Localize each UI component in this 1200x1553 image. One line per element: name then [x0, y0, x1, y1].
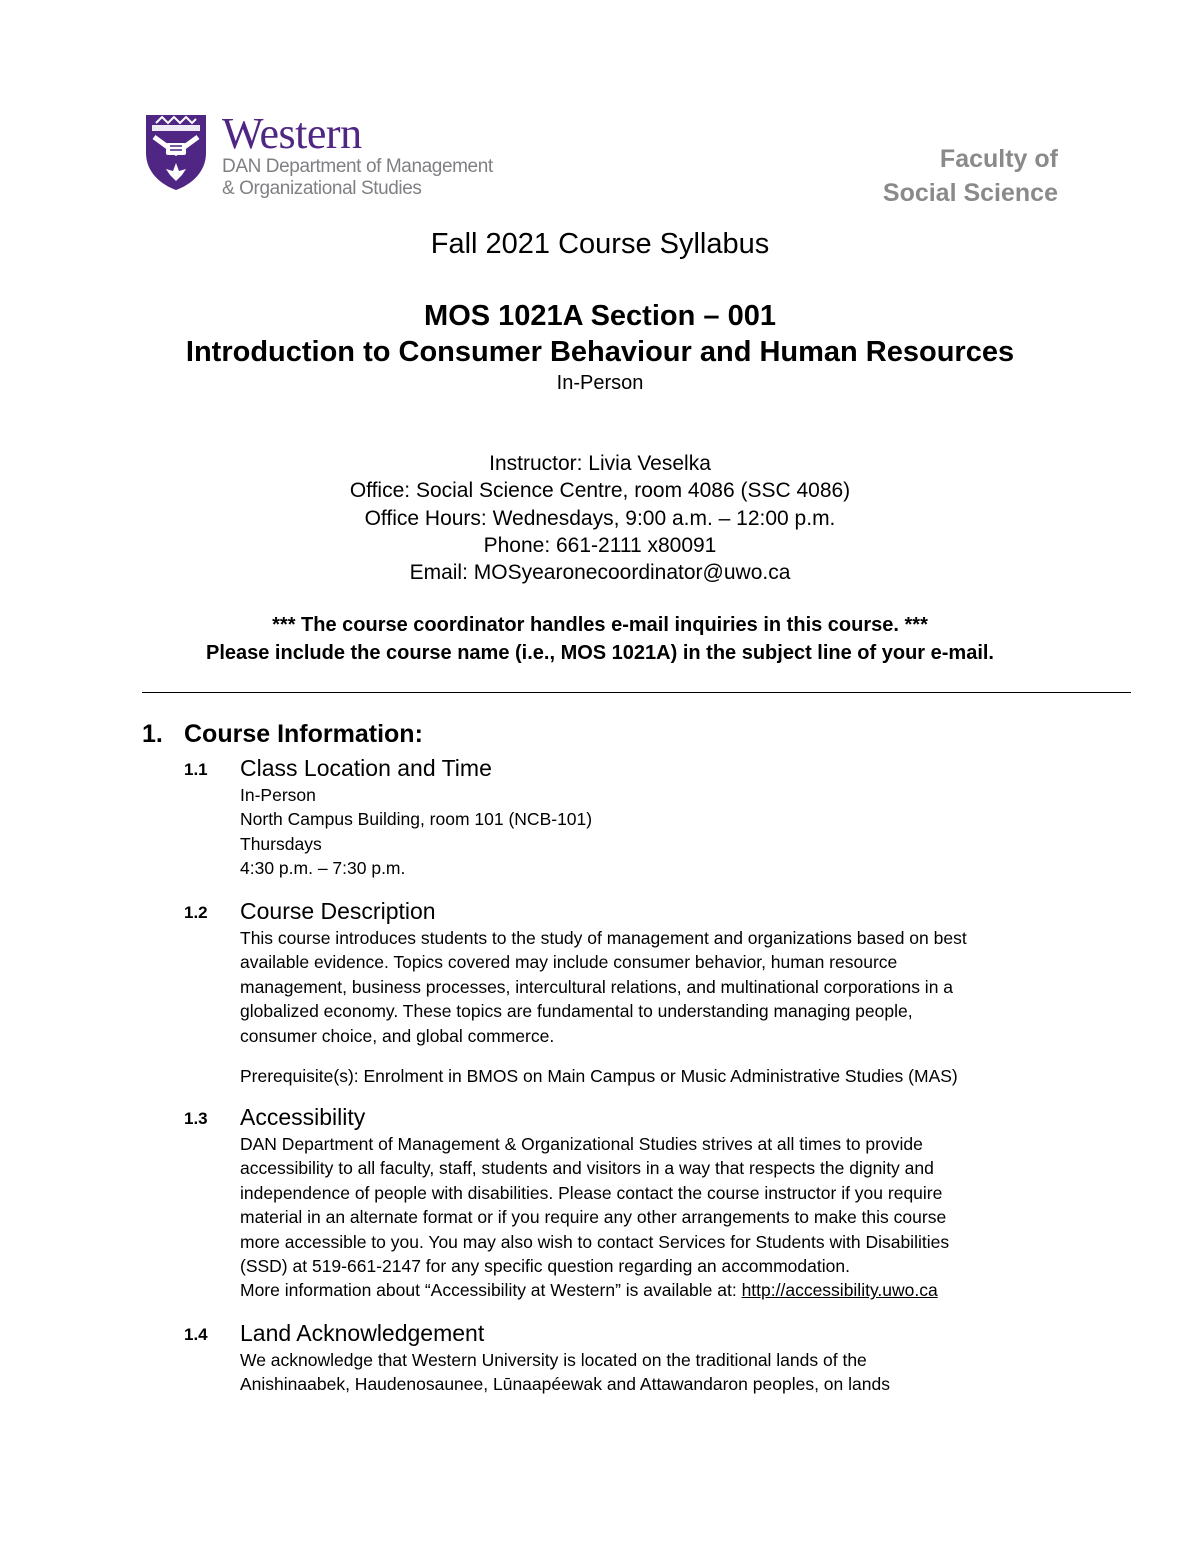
- section-heading: [142, 718, 423, 750]
- body-line: more accessible to you. You may also wish to contact Services for Students with Disabilities: [240, 1231, 950, 1252]
- accessibility-link[interactable]: http://accessibility.uwo.ca: [741, 1280, 938, 1301]
- more-info-text: More information about “Accessibility at Western” is available at:: [240, 1280, 742, 1301]
- body-line: available evidence. Topics covered may include consumer behavior, human resource: [240, 952, 898, 973]
- body-line: (SSD) at 519-661-2147 for any specific question regarding an accommodation.: [240, 1256, 850, 1277]
- class-location-body: [240, 783, 1070, 881]
- body-line: independence of people with disabilities. Please contact the course instructor if you require: [240, 1182, 943, 1203]
- header-divider: [142, 692, 1131, 693]
- body-line: material in an alternate format or if you require any other arrangements to make this course: [240, 1207, 947, 1228]
- subsection-number: 1.2: [184, 903, 208, 922]
- logo-western-wordmark: Western: [222, 109, 362, 158]
- logo-department-line1: DAN Department of Management: [222, 156, 493, 177]
- subsection-title-accessibility: Accessibility: [240, 1104, 366, 1130]
- faculty-label: [883, 142, 1058, 210]
- email-label: Email:: [409, 561, 474, 584]
- body-line: 4:30 p.m. – 7:30 p.m.: [240, 858, 406, 879]
- faculty-line2: Social Science: [882, 179, 1058, 207]
- body-line: Anishinaabek, Haudenosaunee, Lūnaapéewak and Attawandaron peoples, on lands: [240, 1374, 890, 1395]
- subsection-number: 1.1: [184, 760, 208, 779]
- course-name: Introduction to Consumer Behaviour and Human Resources: [185, 336, 1015, 368]
- course-description-body: [240, 926, 1070, 1048]
- body-line: In-Person: [240, 785, 316, 805]
- office-hours-line: Office Hours: Wednesdays, 9:00 a.m. – 12:00 p.m.: [364, 507, 836, 530]
- notice-line1: *** The course coordinator handles e-mail inquiries in this course. ***: [272, 614, 928, 636]
- body-line: management, business processes, intercultural relations, and multinational corporations in a: [240, 976, 954, 997]
- faculty-line1: Faculty of: [939, 145, 1058, 173]
- prerequisite-line: Prerequisite(s): Enrolment in BMOS on Main Campus or Music Administrative Studies (MAS): [240, 1066, 958, 1086]
- syllabus-title: Fall 2021 Course Syllabus: [430, 228, 770, 260]
- western-shield-logo: [144, 113, 208, 191]
- body-line: DAN Department of Management & Organizational Studies strives at all times to provide: [240, 1134, 923, 1154]
- body-line: globalized economy. These topics are fundamental to understanding managing people,: [240, 1001, 913, 1022]
- body-line: North Campus Building, room 101 (NCB-101): [240, 809, 593, 830]
- subsection-title-course-description: Course Description: [240, 898, 436, 924]
- phone-line: Phone: 661-2111 x80091: [483, 534, 717, 557]
- body-line: consumer choice, and global commerce.: [240, 1025, 555, 1046]
- logo-department-line2: & Organizational Studies: [222, 178, 422, 199]
- section-number: 1.: [142, 720, 163, 748]
- email-line: [0, 559, 1200, 586]
- email-address[interactable]: MOSyearonecoordinator@uwo.ca: [473, 561, 791, 584]
- course-code: MOS 1021A Section – 001: [424, 300, 776, 332]
- land-acknowledgement-body: [240, 1348, 1070, 1397]
- section-title: Course Information:: [184, 720, 423, 748]
- office-line: Office: Social Science Centre, room 4086 (SSC 4086): [349, 479, 851, 502]
- body-line: accessibility to all faculty, staff, students and visitors in a way that respects the dignity and: [240, 1158, 934, 1179]
- instructor-line: Instructor: Livia Veselka: [489, 452, 711, 475]
- body-line: This course introduces students to the study of management and organizations based on best: [240, 928, 967, 948]
- subsection-title-class-location: Class Location and Time: [240, 755, 492, 781]
- subsection-number: 1.4: [184, 1325, 208, 1344]
- accessibility-body: [240, 1132, 1070, 1303]
- more-info-line: [240, 1278, 1070, 1302]
- subsection-number: 1.3: [184, 1109, 208, 1128]
- notice-line2: Please include the course name (i.e., MOS 1021A) in the subject line of your e-mail.: [205, 642, 994, 664]
- subsection-title-land-acknowledgement: Land Acknowledgement: [240, 1320, 485, 1346]
- body-line: Thursdays: [240, 833, 322, 854]
- body-line: We acknowledge that Western University is located on the traditional lands of the: [240, 1350, 867, 1370]
- delivery-mode: In-Person: [556, 372, 644, 394]
